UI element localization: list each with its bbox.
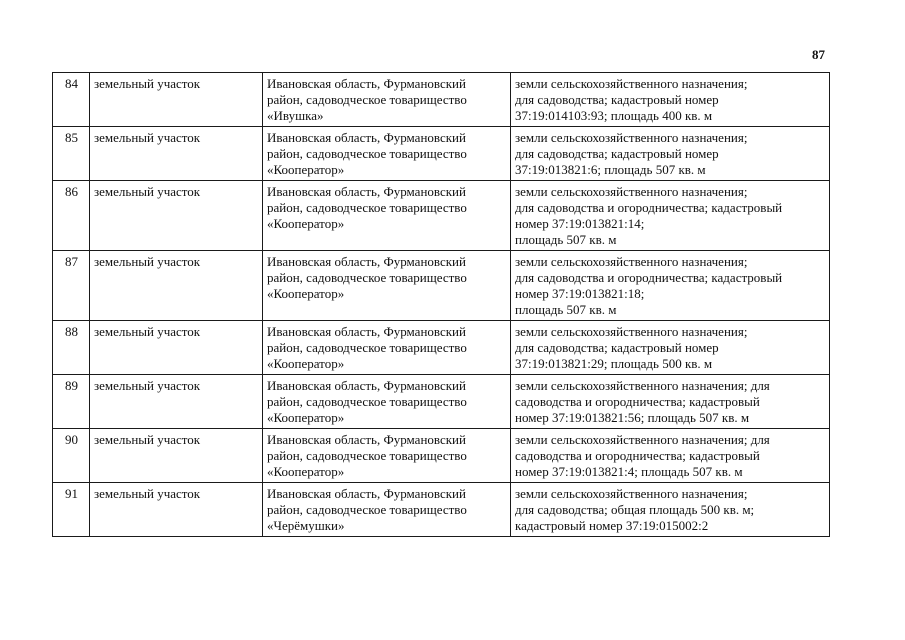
table-row <box>53 251 830 321</box>
address-text: Ивановская область, Фурмановский район, садоводческое товарищество «Кооператор» <box>267 254 467 301</box>
row-number-cell: 84 <box>53 73 90 127</box>
object-type-text: земельный участок <box>94 184 201 199</box>
table-row <box>53 375 830 429</box>
row-number-cell: 87 <box>53 251 90 321</box>
address-cell <box>263 429 511 483</box>
address-cell <box>263 483 511 537</box>
description-text: земли сельскохозяйственного назначения; для садоводства и огородничества; кадастровый номер 37:19:013821:14; площадь 507 кв. м <box>515 184 783 247</box>
address-text: Ивановская область, Фурмановский район, садоводческое товарищество «Кооператор» <box>267 184 467 231</box>
object-type-text: земельный участок <box>94 130 201 145</box>
description-text: земли сельскохозяйственного назначения; для садоводства и огородничества; кадастровый номер 37:19:013821:56; площадь 507 кв. м <box>515 378 770 425</box>
table-row <box>53 429 830 483</box>
land-plots-table <box>52 72 830 537</box>
object-type-cell <box>90 73 263 127</box>
row-number-cell: 90 <box>53 429 90 483</box>
description-cell <box>511 181 830 251</box>
description-text: земли сельскохозяйственного назначения; для садоводства; кадастровый номер 37:19:014103:93; площадь 400 кв. м <box>515 76 748 123</box>
address-text: Ивановская область, Фурмановский район, садоводческое товарищество «Кооператор» <box>267 378 467 425</box>
description-text: земли сельскохозяйственного назначения; для садоводства; кадастровый номер 37:19:013821:29; площадь 500 кв. м <box>515 324 748 371</box>
description-cell <box>511 127 830 181</box>
address-text: Ивановская область, Фурмановский район, садоводческое товарищество «Кооператор» <box>267 432 467 479</box>
object-type-cell <box>90 251 263 321</box>
object-type-cell <box>90 127 263 181</box>
object-type-cell <box>90 483 263 537</box>
address-cell <box>263 375 511 429</box>
row-number-cell: 85 <box>53 127 90 181</box>
address-cell <box>263 73 511 127</box>
description-cell <box>511 429 830 483</box>
description-text: земли сельскохозяйственного назначения; для садоводства; кадастровый номер 37:19:013821:6; площадь 507 кв. м <box>515 130 748 177</box>
address-text: Ивановская область, Фурмановский район, садоводческое товарищество «Кооператор» <box>267 130 467 177</box>
description-text: земли сельскохозяйственного назначения; для садоводства; общая площадь 500 кв. м; кадастровый номер 37:19:015002:2 <box>515 486 755 533</box>
row-number-cell: 89 <box>53 375 90 429</box>
table-row <box>53 127 830 181</box>
address-cell <box>263 181 511 251</box>
table-row <box>53 181 830 251</box>
address-text: Ивановская область, Фурмановский район, садоводческое товарищество «Кооператор» <box>267 324 467 371</box>
description-text: земли сельскохозяйственного назначения; для садоводства и огородничества; кадастровый номер 37:19:013821:18; площадь 507 кв. м <box>515 254 783 317</box>
table-row <box>53 73 830 127</box>
object-type-text: земельный участок <box>94 432 201 447</box>
object-type-text: земельный участок <box>94 486 201 501</box>
object-type-cell <box>90 429 263 483</box>
page-number: 87 <box>812 47 825 62</box>
description-cell <box>511 73 830 127</box>
object-type-text: земельный участок <box>94 324 201 339</box>
description-cell <box>511 251 830 321</box>
object-type-cell <box>90 375 263 429</box>
object-type-cell <box>90 321 263 375</box>
address-cell <box>263 127 511 181</box>
address-text: Ивановская область, Фурмановский район, садоводческое товарищество «Черёмушки» <box>267 486 467 533</box>
row-number-cell: 86 <box>53 181 90 251</box>
object-type-cell <box>90 181 263 251</box>
description-cell <box>511 483 830 537</box>
table-row <box>53 483 830 537</box>
description-text: земли сельскохозяйственного назначения; для садоводства и огородничества; кадастровый номер 37:19:013821:4; площадь 507 кв. м <box>515 432 770 479</box>
address-cell <box>263 251 511 321</box>
row-number-cell: 88 <box>53 321 90 375</box>
description-cell <box>511 321 830 375</box>
address-text: Ивановская область, Фурмановский район, садоводческое товарищество «Ивушка» <box>267 76 467 123</box>
object-type-text: земельный участок <box>94 254 201 269</box>
table-row <box>53 321 830 375</box>
address-cell <box>263 321 511 375</box>
object-type-text: земельный участок <box>94 378 201 393</box>
description-cell <box>511 375 830 429</box>
row-number-cell: 91 <box>53 483 90 537</box>
object-type-text: земельный участок <box>94 76 201 91</box>
